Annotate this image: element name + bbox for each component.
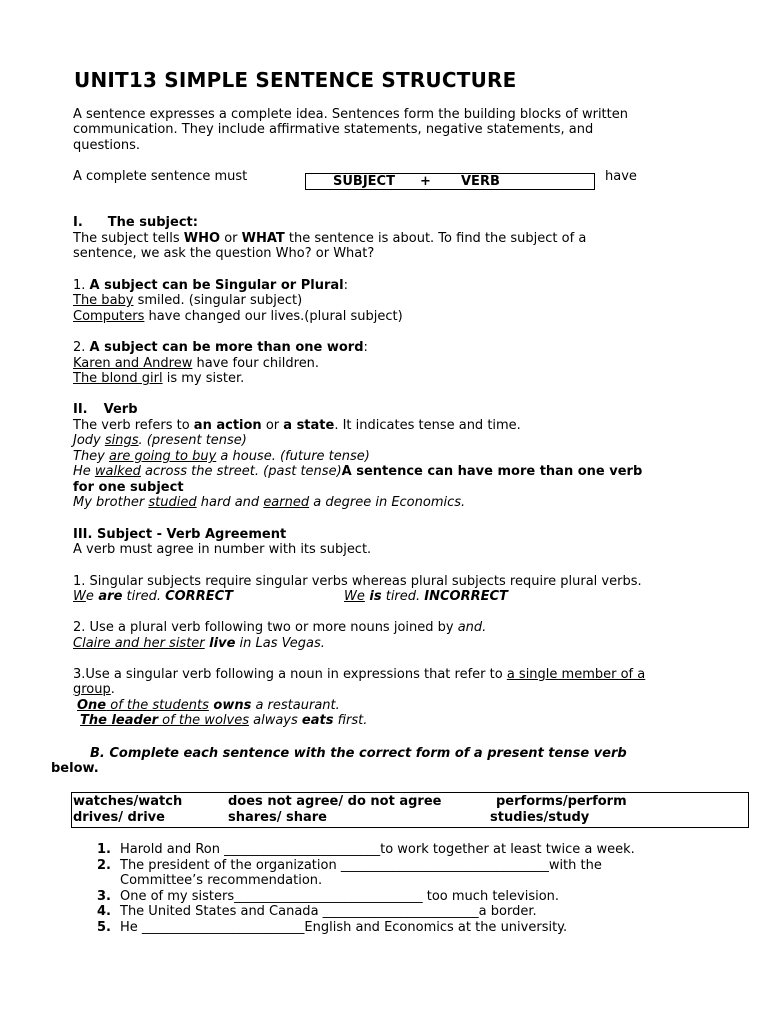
word-studies: studies/study xyxy=(490,810,590,825)
section-b-instruction-cont: below. xyxy=(51,761,99,776)
example-jody: Jody sings. (present tense) xyxy=(73,433,247,448)
complete-sentence-suffix: have xyxy=(605,169,637,184)
word-does-not-agree: does not agree/ do not agree xyxy=(228,794,442,809)
rule-2: 2. A subject can be more than one word: xyxy=(73,340,368,355)
complete-sentence-prefix: A complete sentence must xyxy=(73,169,248,184)
word-bank xyxy=(71,792,749,828)
example-leader: The leader of the wolves always eats first. xyxy=(80,713,368,728)
question-number: 2. xyxy=(97,858,111,873)
subject-label: SUBJECT xyxy=(333,174,395,189)
section-1-heading: I. The subject: xyxy=(73,215,198,230)
question-text: Harold and Ron ________________________to work together at least twice a week. xyxy=(120,842,635,857)
agreement-rule-3-cont: group. xyxy=(73,682,115,697)
example-baby: The baby smiled. (singular subject) xyxy=(73,293,303,308)
question-text: He _________________________English and Economics at the university. xyxy=(120,920,568,935)
example-correct: We are tired. CORRECT xyxy=(73,589,233,604)
question-number: 1. xyxy=(97,842,111,857)
question-text: One of my sisters_____________________________ too much television. xyxy=(120,889,560,904)
intro-line-2: communication. They include affirmative statements, negative statements, and xyxy=(73,122,594,137)
question-text: The president of the organization ________________________________with the xyxy=(120,858,602,873)
word-shares: shares/ share xyxy=(228,810,327,825)
example-they: They are going to buy a house. (future tense) xyxy=(73,449,370,464)
example-one-of-students: One of the students owns a restaurant. xyxy=(77,698,340,713)
subject-verb-box xyxy=(305,173,595,190)
section-1-text-2: sentence, we ask the question Who? or What? xyxy=(73,246,375,261)
question-text: The United States and Canada ________________________a border. xyxy=(120,904,537,919)
intro-line-1: A sentence expresses a complete idea. Sentences form the building blocks of written xyxy=(73,107,628,122)
word-drives: drives/ drive xyxy=(73,810,165,825)
section-2-text: The verb refers to an action or a state. It indicates tense and time. xyxy=(73,418,521,433)
question-number: 4. xyxy=(97,904,111,919)
verb-label: VERB xyxy=(461,174,500,189)
example-he: He walked across the street. (past tense)A sentence can have more than one verb xyxy=(73,464,643,479)
page-title: UNIT13 SIMPLE SENTENCE STRUCTURE xyxy=(74,68,517,92)
agreement-rule-3: 3.Use a singular verb following a noun in expressions that refer to a single member of a xyxy=(73,667,646,682)
example-brother: My brother studied hard and earned a degree in Economics. xyxy=(73,495,466,510)
example-karen: Karen and Andrew have four children. xyxy=(73,356,320,371)
section-3-text: A verb must agree in number with its subject. xyxy=(73,542,372,557)
example-claire: Claire and her sister live in Las Vegas. xyxy=(73,636,325,651)
word-performs: performs/perform xyxy=(496,794,627,809)
section-b-instruction: B. Complete each sentence with the correct form of a present tense verb xyxy=(90,746,627,761)
section-2-heading: II. Verb xyxy=(73,402,138,417)
question-number: 5. xyxy=(97,920,111,935)
section-3-heading: III. Subject - Verb Agreement xyxy=(73,527,287,542)
plus-sign: + xyxy=(420,174,431,189)
agreement-rule-2: 2. Use a plural verb following two or more nouns joined by and. xyxy=(73,620,487,635)
rule-1: 1. A subject can be Singular or Plural: xyxy=(73,278,348,293)
word-watches: watches/watch xyxy=(73,794,183,809)
example-blond-girl: The blond girl is my sister. xyxy=(73,371,245,386)
example-computers: Computers have changed our lives.(plural subject) xyxy=(73,309,403,324)
more-than-one-verb-cont: for one subject xyxy=(73,480,184,495)
agreement-rule-1: 1. Singular subjects require singular verbs whereas plural subjects require plural verbs. xyxy=(73,574,642,589)
question-text: Committee’s recommendation. xyxy=(120,873,323,888)
intro-line-3: questions. xyxy=(73,138,141,153)
example-incorrect: We is tired. INCORRECT xyxy=(344,589,508,604)
section-1-text-1: The subject tells WHO or WHAT the sentence is about. To find the subject of a xyxy=(73,231,587,246)
question-number: 3. xyxy=(97,889,111,904)
